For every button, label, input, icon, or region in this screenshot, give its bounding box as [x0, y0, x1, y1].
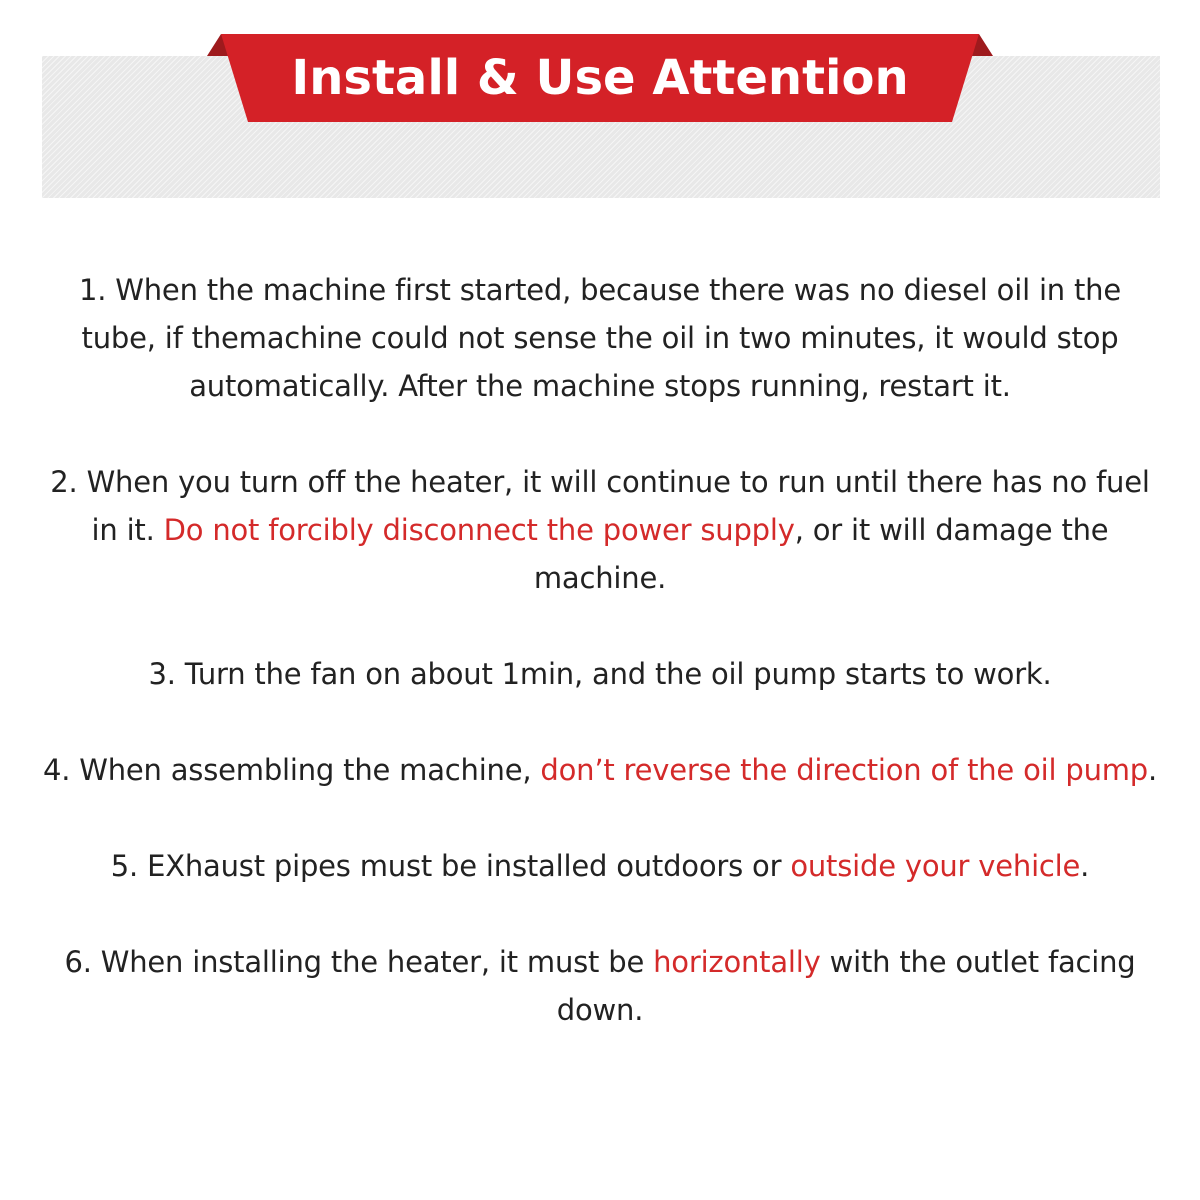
instruction-text: . [1080, 849, 1090, 883]
instruction-item-1 [40, 266, 1160, 410]
warning-highlight: horizontally [653, 945, 821, 979]
warning-highlight: Do not forcibly disconnect the power supply [163, 513, 795, 547]
instruction-item-6 [40, 938, 1160, 1034]
warning-highlight: don’t reverse the direction of the oil pump [540, 753, 1149, 787]
instruction-item-3 [40, 650, 1160, 698]
page-title: Install & Use Attention [291, 50, 909, 106]
instruction-item-4 [40, 746, 1160, 794]
instruction-item-2 [40, 458, 1160, 602]
instruction-text: 4. When assembling the machine, [42, 753, 541, 787]
instruction-text: with the outlet facing down. [556, 945, 1136, 1027]
instruction-text: 3. Turn the fan on about 1min, and the oil pump starts to work. [148, 657, 1052, 691]
instruction-item-5 [40, 842, 1160, 890]
warning-highlight: outside your vehicle [790, 849, 1081, 883]
instruction-text: 2. When you turn off the heater, it will continue to run until there has no fuel in it. [50, 465, 1150, 547]
instruction-text: 1. When the machine first started, because there was no diesel oil in the tube, if themachine could not sense the oil in two minutes, it would stop automatically. After the machine stops running, restart it. [78, 273, 1122, 403]
instruction-text: . [1148, 753, 1158, 787]
instruction-text: , or it will damage the machine. [533, 513, 1109, 595]
instruction-text: 5. EXhaust pipes must be installed outdoors or [110, 849, 791, 883]
instructions-list [40, 266, 1160, 1082]
title-banner [207, 34, 993, 122]
instruction-text: 6. When installing the heater, it must be [64, 945, 654, 979]
